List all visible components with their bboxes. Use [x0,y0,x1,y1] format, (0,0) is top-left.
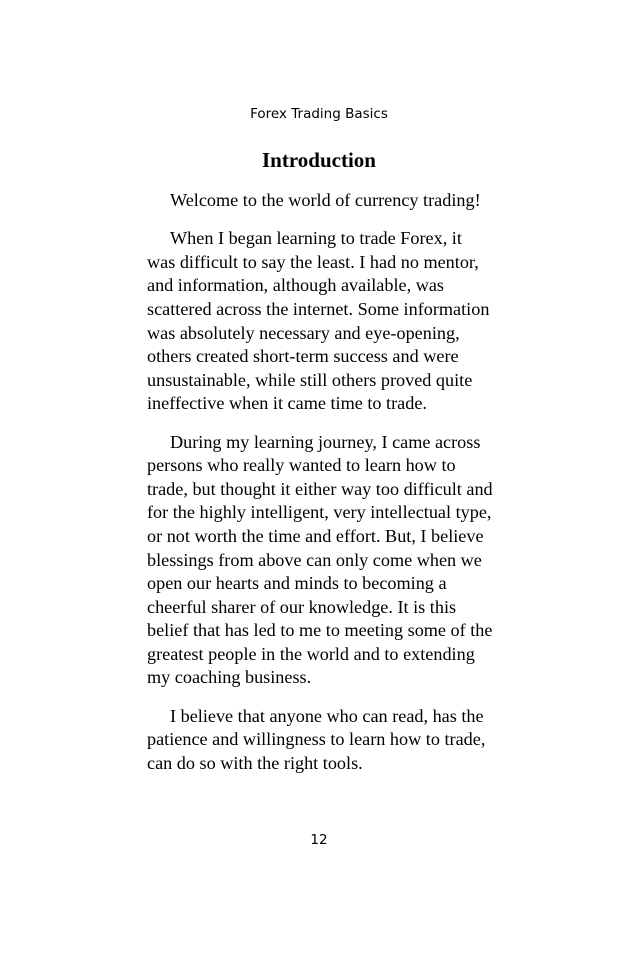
body-paragraph: When I began learning to trade Forex, it was difficult to say the least. I had no mentor, and information, although available, was scattered across the internet. Some information was absolutely necessary and eye-opening, others created short-term success and were unsustainable, while still others proved quite ineffective when it came time to trade. [147,228,490,414]
page-number: 12 [310,832,328,848]
body-paragraph: During my learning journey, I came across persons who really wanted to learn how to trade, but thought it either way too difficult and for the highly intelligent, very intellectual type, or not worth the time and effort. But, I believe blessings from above can only come when we open our hearts and minds to becoming a cheerful sharer of our knowledge. It is this belief that has led to me to meeting some of the greatest people in the world and to extending my coaching business. [147,431,493,688]
chapter-title: Introduction [262,148,376,172]
running-header: Forex Trading Basics [250,106,388,122]
body-paragraph: I believe that anyone who can read, has the patience and willingness to learn how to trade, can do so with the right tools. [147,705,486,773]
body-paragraph: Welcome to the world of currency trading! [170,190,481,210]
chapter-body [147,189,493,790]
